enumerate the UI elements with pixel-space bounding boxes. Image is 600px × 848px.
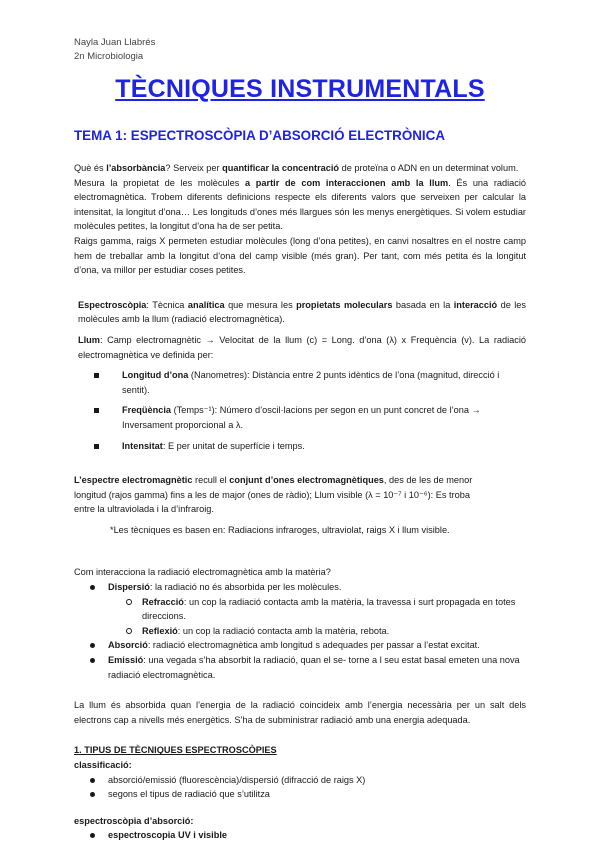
bullet-icon [90,778,95,783]
list-item: Absorció: radiació electromagnètica amb longitud s adequades per passar a l’estat excitat. [74,638,526,653]
interaction-list [74,580,526,595]
list-item: Longitud d’ona (Nanometres): Distància entre 2 punts idèntics de l’ona (magnitud, direcció i sentit). [74,368,526,397]
espectre-line-1: L’espectre electromagnètic recull el conjunt d’ones electromagnètiques, des de les de menor [74,475,473,486]
espectre-note: *Les tècniques es basen en: Radiacions infraroges, ultraviolat, raigs X i llum visible. [110,524,450,535]
section-1-heading: 1. TIPUS DE TÈCNIQUES ESPECTROSCÒPIES [74,745,277,756]
interaction-list-continued [74,638,526,682]
espectre-line-3: entre la ultraviolada i la d’infraroig. [74,504,214,515]
document-title: TÈCNIQUES INSTRUMENTALS [115,75,485,103]
interaction-question: Com interacciona la radiació electromagnètica amb la matèria? [74,567,331,578]
author-name: Nayla Juan Llabrés [74,37,156,48]
list-item: Emissió: una vegada s’ha absorbit la radiació, quan el se- torne a l seu estat basal emeten una nova radiació electromagnètica. [74,653,526,682]
tema-heading: TEMA 1: ESPECTROSCÒPIA D’ABSORCIÓ ELECTRÒNICA [74,128,445,143]
list-item: absorció/emissió (fluorescència)/dispersió (difracció de raigs X) [74,773,526,788]
intro-paragraph-2: Mesura la propietat de les molècules a partir de com interaccionen amb la llum. És una radiació electromagnètica. Trobem diferents definicions respecte els diferents valors que serveixen per calcular la intensitat, la longitut d’ona… Les longituds d’ones més llargues són les menys energètiques. Si volem estudiar molècules petites, la longitut d’ona ha de ser petita. [74,177,527,232]
author-block [74,36,526,63]
bullet-icon [90,643,95,648]
list-item: espectroscopia UV i visible [74,828,526,843]
list-item: Intensitat: E per unitat de superfície i temps. [74,439,526,454]
absorption-paragraph: La llum és absorbida quan l’energia de la radiació coincideix amb l’energia necessària per un salt dels electrons cap a nivells més energètics. S’ha de subministrar radiació amb una energia adequada. [74,700,526,725]
circle-bullet-icon [126,599,132,605]
wave-properties-list [74,368,526,453]
absorption-spectroscopy-list [74,828,526,843]
bullet-icon [90,585,95,590]
section-1 [74,743,526,843]
square-bullet-icon [94,408,99,413]
bullet-icon [90,792,95,797]
list-item: segons el tipus de radiació que s’utilitza [74,787,526,802]
espectroscopia-definition: Espectroscòpia: Tècnica analítica que mesura les propietats moleculars basada en la interacció de les molècules amb la llum (radiació electromagnètica). [78,299,526,325]
llum-definition: Llum: Camp electromagnètic → Velocitat de la llum (c) = Long. d’ona (λ) x Frequència (v). La radiació electromagnètica ve definida per: [78,334,526,360]
list-item: Freqüència (Temps⁻¹): Número d’oscil·lacions per segon en un punt concret de l’ona → Inversament proporcional a λ. [74,403,526,432]
bullet-icon [90,833,95,838]
dispersion-sublist [74,595,526,639]
circle-bullet-icon [126,628,132,634]
classification-label: classificació: [74,760,132,770]
espectre-line-2: longitud (rajos gamma) fins a les de major (ones de ràdio); Llum visible (λ = 10⁻⁷ i 10⁻⁶): Es troba [74,489,470,500]
list-item: Dispersió: la radiació no és absorbida per les molècules. [74,580,526,595]
course-name: 2n Microbiologia [74,50,144,62]
list-item: Reflexió: un cop la radiació contacta amb la matèria, rebota. [74,624,526,639]
bullet-icon [90,658,95,663]
absorption-spectroscopy-label: espectroscòpia d’absorció: [74,815,194,826]
intro-paragraph-1: Què és l’absorbància? Serveix per quantificar la concentració de proteïna o ADN en un determinat volum. [74,163,519,173]
espectre-block [74,473,526,537]
square-bullet-icon [94,444,99,449]
square-bullet-icon [94,373,99,378]
list-item: Refracció: un cop la radiació contacta amb la matèria, la travessa i surt propagada en totes direccions. [74,595,526,624]
interaction-block [74,565,526,682]
intro-paragraph-3: Raigs gamma, raigs X permeten estudiar molècules (long d’ona petites), en canvi nosaltres en el nostre camp hem de treballar amb la longitut d’ona del camp visible (més gran). Per tant, com més petita és la longitut d’ona, va millor per estudiar coses petites. [74,235,526,276]
classification-list [74,773,526,802]
